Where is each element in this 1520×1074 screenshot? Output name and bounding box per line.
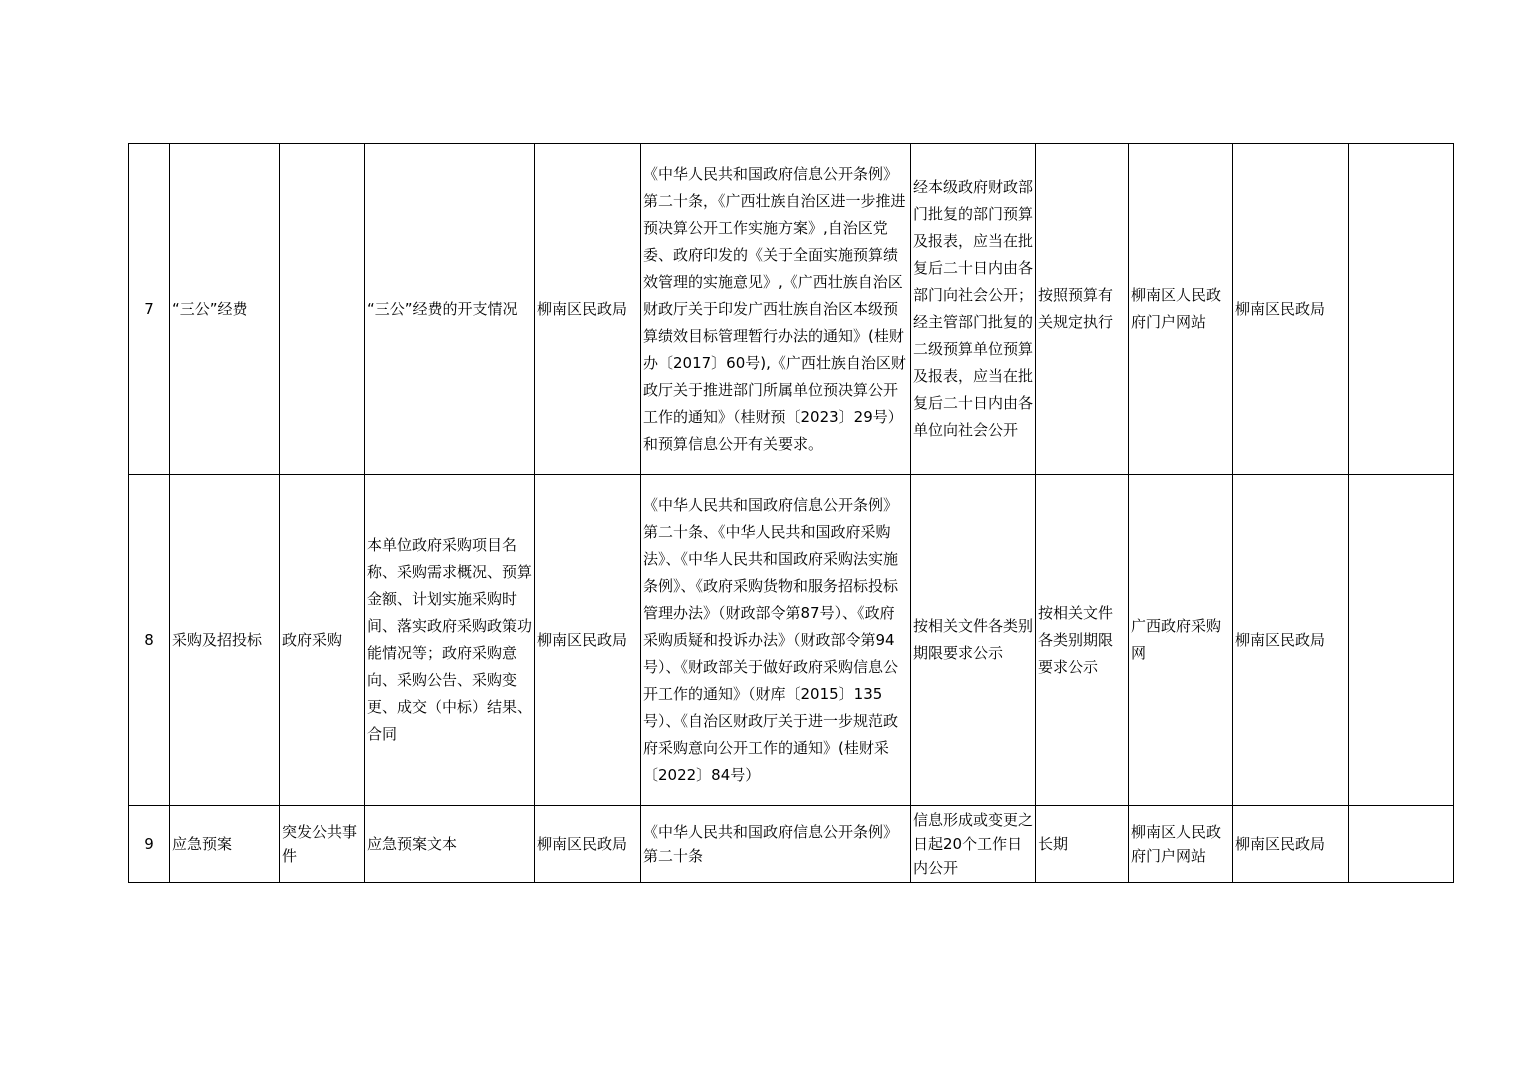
period-cell: 长期 xyxy=(1036,806,1129,883)
channel-cell: 柳南区人民政府门户网站 xyxy=(1129,144,1233,475)
content-cell: 应急预案文本 xyxy=(365,806,535,883)
subcategory-cell: 突发公共事件 xyxy=(280,806,365,883)
subcategory-cell: 政府采购 xyxy=(280,475,365,806)
note-cell xyxy=(1349,475,1454,806)
period-cell: 按相关文件各类别期限要求公示 xyxy=(1036,475,1129,806)
basis-cell: 《中华人民共和国政府信息公开条例》第二十条、《中华人民共和国政府采购法》、《中华人民共和国政府采购法实施条例》、《政府采购货物和服务招标投标管理办法》（财政部令第87号）、《政府采购质疑和投诉办法》（财政部令第94号）、《财政部关于做好政府采购信息公开工作的通知》（财库〔2015〕135 号）、《自治区财政厅关于进一步规范政府采购意向公开工作的通知》(桂财采〔2022〕84号） xyxy=(641,475,911,806)
category-cell: 应急预案 xyxy=(170,806,280,883)
row-number: 7 xyxy=(129,144,170,475)
category-cell: 采购及招投标 xyxy=(170,475,280,806)
subcategory-cell xyxy=(280,144,365,475)
department-cell: 柳南区民政局 xyxy=(535,144,641,475)
disclosure-table xyxy=(128,143,1454,883)
responsible-cell: 柳南区民政局 xyxy=(1233,806,1349,883)
table-row xyxy=(129,475,1454,806)
category-cell: “三公”经费 xyxy=(170,144,280,475)
timing-cell: 信息形成或变更之日起20个工作日内公开 xyxy=(911,806,1036,883)
responsible-cell: 柳南区民政局 xyxy=(1233,144,1349,475)
note-cell xyxy=(1349,806,1454,883)
basis-cell: 《中华人民共和国政府信息公开条例》第二十条，《广西壮族自治区进一步推进预决算公开工作实施方案》,自治区党委、政府印发的《关于全面实施预算绩效管理的实施意见》,《广西壮族自治区财政厅关于印发广西壮族自治区本级预算绩效目标管理暂行办法的通知》(桂财办〔2017〕60号),《广西壮族自治区财政厅关于推进部门所属单位预决算公开工作的通知》（桂财预〔2023〕29号）和预算信息公开有关要求。 xyxy=(641,144,911,475)
timing-cell: 按相关文件各类别期限要求公示 xyxy=(911,475,1036,806)
content-cell: “三公”经费的开支情况 xyxy=(365,144,535,475)
responsible-cell: 柳南区民政局 xyxy=(1233,475,1349,806)
timing-cell: 经本级政府财政部门批复的部门预算及报表，应当在批复后二十日内由各部门向社会公开；经主管部门批复的二级预算单位预算及报表，应当在批复后二十日内由各单位向社会公开 xyxy=(911,144,1036,475)
note-cell xyxy=(1349,144,1454,475)
department-cell: 柳南区民政局 xyxy=(535,475,641,806)
table-row xyxy=(129,144,1454,475)
channel-cell: 柳南区人民政府门户网站 xyxy=(1129,806,1233,883)
basis-cell: 《中华人民共和国政府信息公开条例》第二十条 xyxy=(641,806,911,883)
row-number: 9 xyxy=(129,806,170,883)
row-number: 8 xyxy=(129,475,170,806)
department-cell: 柳南区民政局 xyxy=(535,806,641,883)
period-cell: 按照预算有关规定执行 xyxy=(1036,144,1129,475)
table-row xyxy=(129,806,1454,883)
channel-cell: 广西政府采购网 xyxy=(1129,475,1233,806)
content-cell: 本单位政府采购项目名称、采购需求概况、预算金额、计划实施采购时间、落实政府采购政策功能情况等；政府采购意向、采购公告、采购变更、成交（中标）结果、合同 xyxy=(365,475,535,806)
